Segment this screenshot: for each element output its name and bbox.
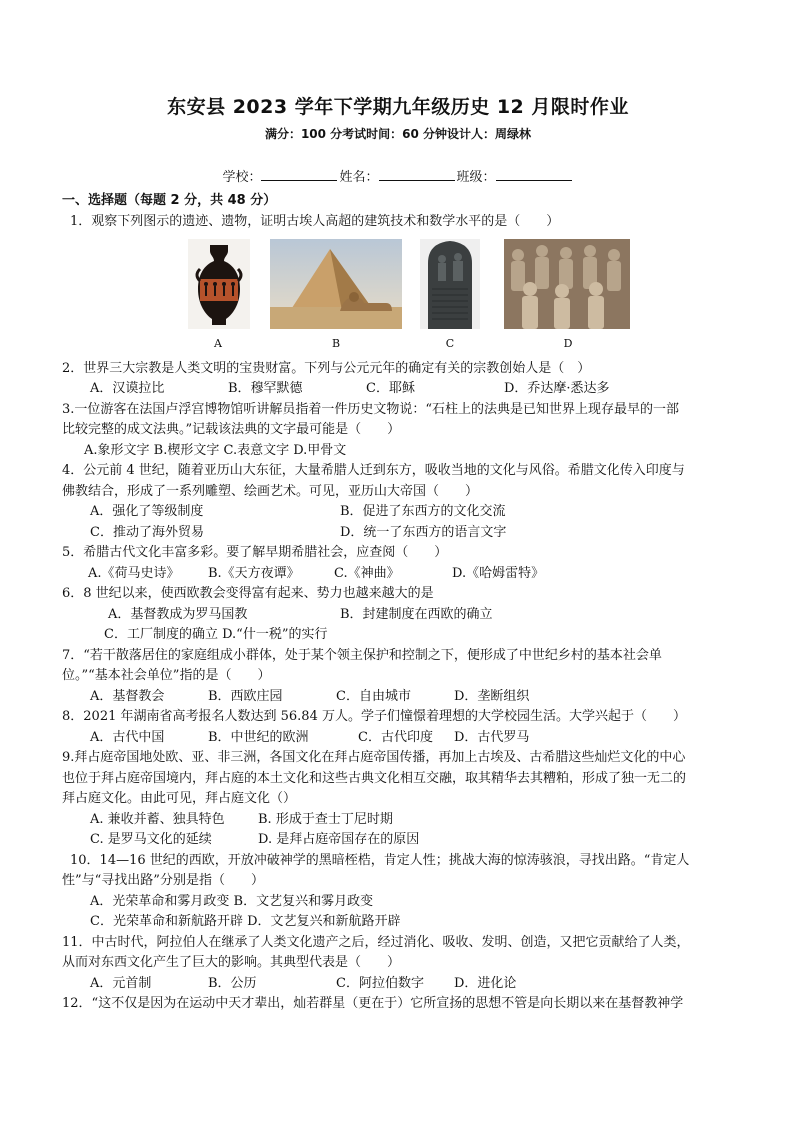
option-a[interactable]: A．基督教成为罗马国教 bbox=[108, 606, 248, 622]
class-label: 班级： bbox=[456, 170, 496, 185]
image-b-label: B bbox=[331, 336, 341, 350]
name-field[interactable] bbox=[379, 168, 455, 181]
question-4-stem: 4．公元前 4 世纪，随着亚历山大东征，大量希腊人迁到东方，吸收当地的文化与风俗。希腊文化传入印度与 bbox=[62, 463, 685, 478]
student-info-fields bbox=[62, 166, 734, 185]
option-a[interactable]: A. 兼收并蓄、独具特色 bbox=[90, 811, 225, 827]
option-a[interactable]: A．强化了等级制度 bbox=[90, 504, 204, 519]
option-a[interactable]: A．古代中国 bbox=[90, 729, 165, 745]
question-7-stem: 7．“若干散落居住的家庭组成小群体，处于某个领主保护和控制之下，便形成了中世纪乡村的基本社会单 bbox=[62, 647, 662, 663]
question-1-stem: 1．观察下列图示的遗迹、遗物，证明古埃人高超的建筑技术和数学水平的是（ ） bbox=[70, 214, 560, 229]
option-a[interactable]: A．元首制 bbox=[90, 975, 152, 991]
question-11-stem: 11．中古时代，阿拉伯人在继承了人类文化遗产之后，经过消化、吸收、发明、创造，又把它贡献给了人类， bbox=[62, 934, 690, 950]
option-b[interactable]: B.《天方夜谭》 bbox=[208, 565, 300, 581]
option-d[interactable]: D. 是拜占庭帝国存在的原因 bbox=[258, 832, 420, 847]
question-4-options-row2 bbox=[62, 523, 734, 544]
class-field[interactable] bbox=[496, 168, 572, 181]
option-b[interactable]: B. 形成于查士丁尼时期 bbox=[258, 811, 393, 827]
question-7-stem-cont: 位。”“基本社会单位”指的是（ ） bbox=[62, 668, 271, 683]
option-b[interactable]: B．穆罕默德 bbox=[228, 381, 303, 396]
name-label: 姓名： bbox=[339, 170, 379, 185]
question-5-stem: 5．希腊古代文化丰富多彩。要了解早期希腊社会，应查阅（ ） bbox=[62, 545, 448, 560]
question-1-images bbox=[62, 239, 734, 357]
question-11-options bbox=[62, 974, 734, 995]
school-label: 学校： bbox=[222, 170, 262, 185]
page-title: 东安县 2023 学年下学期九年级历史 12 月限时作业 bbox=[167, 96, 629, 118]
question-4-options-row1 bbox=[62, 502, 734, 523]
question-9-options-row2 bbox=[62, 830, 734, 851]
image-d-label: D bbox=[563, 336, 573, 350]
option-d[interactable]: D.《哈姆雷特》 bbox=[452, 565, 545, 581]
question-3-options[interactable]: A.象形文字 B.楔形文字 C.表意文字 D.甲骨文 bbox=[84, 442, 347, 458]
question-10-stem-cont: 性”与“寻找出路”分别是指（ ） bbox=[62, 873, 264, 888]
question-6-stem: 6．8 世纪以来，使西欧教会变得富有起来、势力也越来越大的是 bbox=[62, 586, 434, 601]
image-a-label: A bbox=[214, 336, 222, 350]
question-6-options-row2[interactable]: C．工厂制度的确立 D.“什一税”的实行 bbox=[104, 627, 328, 642]
section-heading: 一、选择题（每题 2 分，共 48 分） bbox=[62, 193, 277, 208]
terracotta-warriors-icon bbox=[504, 239, 630, 329]
option-b[interactable]: B．中世纪的欧洲 bbox=[208, 729, 309, 745]
option-b[interactable]: B．西欧庄园 bbox=[208, 688, 283, 704]
option-c[interactable]: C．耶稣 bbox=[366, 381, 415, 396]
question-3-stem-cont: 比较完整的成文法典。”记载该法典的文字最可能是（ ） bbox=[62, 422, 401, 437]
option-b[interactable]: B．促进了东西方的文化交流 bbox=[340, 504, 506, 519]
option-c[interactable]: C．推动了海外贸易 bbox=[90, 524, 204, 540]
question-2-options bbox=[62, 379, 734, 400]
image-c-label: C bbox=[445, 336, 455, 350]
option-a[interactable]: A.《荷马史诗》 bbox=[88, 565, 180, 581]
option-d[interactable]: D．古代罗马 bbox=[454, 729, 530, 745]
hammurabi-stele-icon bbox=[420, 239, 480, 329]
option-c[interactable]: C. 是罗马文化的延续 bbox=[90, 832, 212, 847]
option-a[interactable]: A．基督教会 bbox=[90, 688, 165, 704]
question-2-stem: 2．世界三大宗教是人类文明的宝贵财富。下列与公元元年的确定有关的宗教创始人是（ ） bbox=[62, 360, 591, 376]
question-8-options bbox=[62, 728, 734, 749]
question-10-stem: 10．14—16 世纪的西欧，开放冲破神学的黑暗桎梏，肯定人性；挑战大海的惊涛骇浪，寻找出路。“肯定人 bbox=[70, 852, 690, 868]
question-9-stem-cont2: 拜占庭文化。由此可见，拜占庭文化（） bbox=[62, 791, 297, 806]
option-b[interactable]: B．公历 bbox=[208, 975, 257, 991]
option-c[interactable]: C.《神曲》 bbox=[334, 565, 400, 581]
question-9-stem: 9.拜占庭帝国地处欧、亚、非三洲，各国文化在拜占庭帝国传播，再加上古埃及、古希腊这些灿烂文化的中心 bbox=[62, 750, 686, 765]
school-field[interactable] bbox=[261, 168, 337, 181]
exam-page bbox=[62, 92, 734, 1015]
option-b[interactable]: B．封建制度在西欧的确立 bbox=[340, 606, 493, 622]
option-d[interactable]: D．进化论 bbox=[454, 975, 517, 991]
question-10-options-row2[interactable]: C．光荣革命和新航路开辟 D．文艺复兴和新航路开辟 bbox=[90, 914, 401, 929]
question-9-stem-cont: 也位于拜占庭帝国境内，拜占庭的本土文化和这些古典文化相互交融，取其精华去其糟粕，形成了独一无二的 bbox=[62, 770, 687, 786]
question-5-options bbox=[62, 564, 734, 585]
question-3-stem: 3.一位游客在法国卢浮宫博物馆听讲解员指着一件历史文物说：“石柱上的法典是已知世界上现存最早的一部 bbox=[62, 401, 680, 417]
question-11-stem-cont: 从而对东西文化产生了巨大的影响。其典型代表是（ ） bbox=[62, 955, 401, 970]
question-8-stem: 8．2021 年湖南省高考报名人数达到 56.84 万人。学子们憧憬着理想的大学校园生活。大学兴起于（ ） bbox=[62, 709, 686, 724]
option-d[interactable]: D．统一了东西方的语言文字 bbox=[340, 524, 507, 540]
option-d[interactable]: D．垄断组织 bbox=[454, 688, 530, 704]
greek-amphora-icon bbox=[188, 239, 250, 329]
pyramid-sphinx-icon bbox=[270, 239, 402, 329]
option-c[interactable]: C．自由城市 bbox=[336, 688, 411, 704]
exam-subtitle: 满分：100 分考试时间：60 分钟设计人：周绿林 bbox=[264, 127, 532, 141]
question-6-options-row1 bbox=[62, 605, 734, 626]
option-c[interactable]: C．古代印度 bbox=[358, 729, 433, 745]
question-9-options-row1 bbox=[62, 810, 734, 831]
question-4-stem-cont: 佛教结合，形成了一系列雕塑、绘画艺术。可见，亚历山大帝国（ ） bbox=[62, 483, 479, 499]
question-10-options-row1[interactable]: A．光荣革命和雾月政变 B．文艺复兴和雾月政变 bbox=[90, 893, 374, 909]
option-c[interactable]: C．阿拉伯数字 bbox=[336, 975, 424, 991]
question-7-options bbox=[62, 687, 734, 708]
option-a[interactable]: A．汉谟拉比 bbox=[90, 381, 165, 396]
option-d[interactable]: D．乔达摩·悉达多 bbox=[504, 381, 610, 396]
question-12-stem: 12．“这不仅是因为在运动中天才辈出，灿若群星（更在于）它所宣扬的思想不管是向长期以来在基督教神学 bbox=[62, 996, 684, 1011]
